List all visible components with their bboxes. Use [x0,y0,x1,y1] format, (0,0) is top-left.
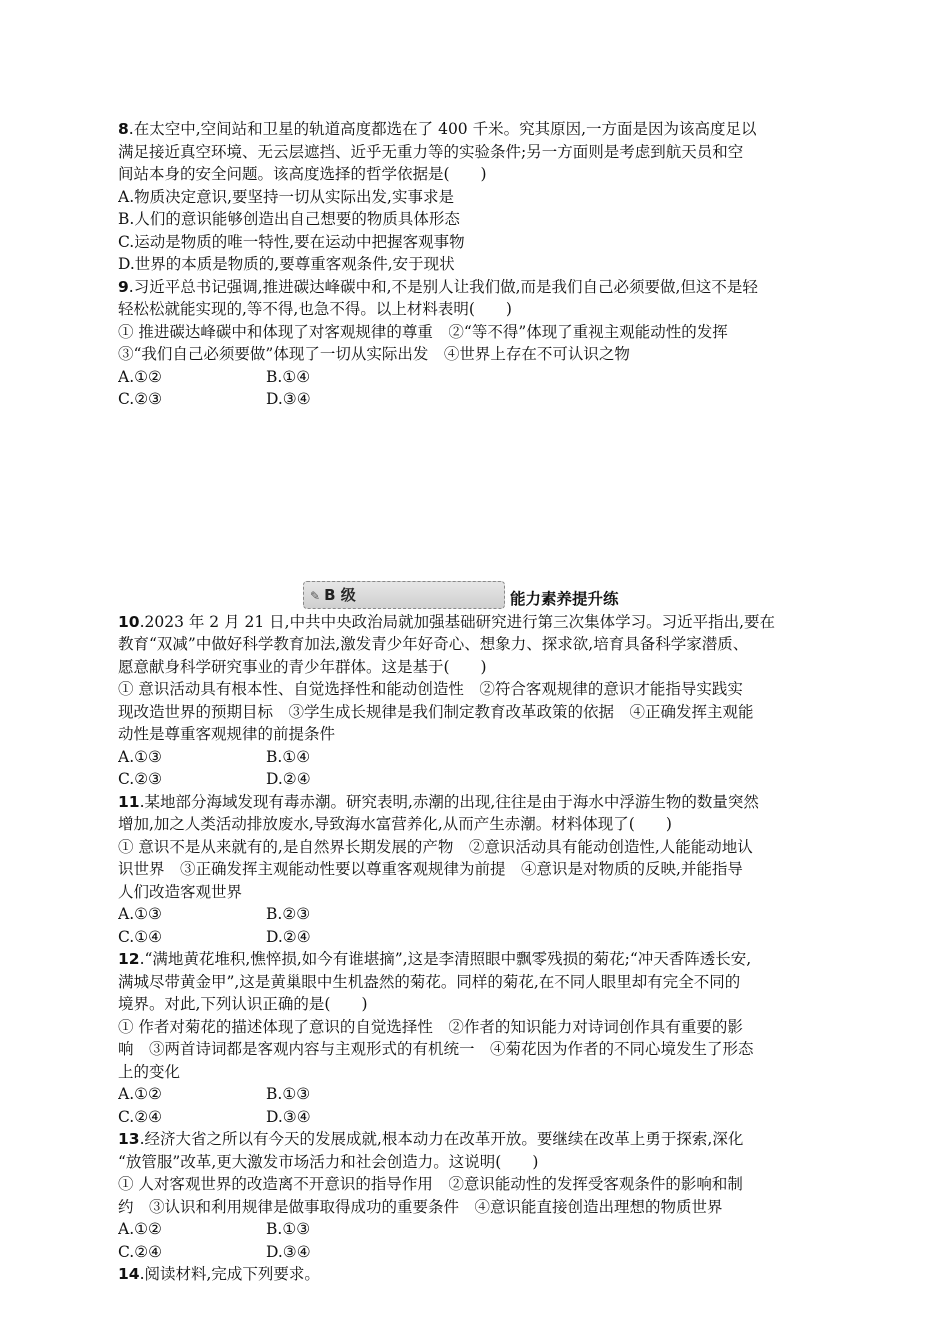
answer-option[interactable]: D.②④ [266,927,311,946]
question-text-line: 增加,加之人类活动排放废水,导致海水富营养化,从而产生赤潮。材料体现了( ) [118,815,672,833]
answer-options-row [118,388,834,411]
level-tag-label: B 级 [324,585,356,604]
level-title: 能力素养提升练 [510,589,619,608]
question-number: 10 [118,612,140,631]
answer-option[interactable]: A.①③ [118,905,162,923]
question-text-line: ① 推进碳达峰碳中和体现了对客观规律的尊重 ②“等不得”体现了重视主观能动性的发挥 [118,322,728,341]
answer-option[interactable]: A.物质决定意识,要坚持一切从实际出发,实事求是 [118,187,454,206]
question-9 [118,276,834,411]
question-text-line: 12.“满地黄花堆积,憔悴损,如今有谁堪摘”,这是李清照眼中飘零残损的菊花;“冲天香阵透长安, [118,950,752,968]
question-13 [118,1128,834,1263]
answer-option[interactable]: D.③④ [266,1242,311,1261]
answer-option[interactable]: B.②③ [266,905,311,923]
answer-option[interactable]: C.①④ [118,927,163,946]
document-page [118,118,834,1286]
question-text-line: 响 ③两首诗词都是客观内容与主观形式的有机统一 ④菊花因为作者的不同心境发生了形态 [118,1040,754,1058]
question-text-line: 11.某地部分海域发现有毒赤潮。研究表明,赤潮的出现,往往是由于海水中浮游生物的数量突然 [118,792,759,811]
answer-option[interactable]: D.③④ [266,390,311,408]
question-text-line: ① 作者对菊花的描述体现了意识的自觉选择性 ②作者的知识能力对诗词创作具有重要的影 [118,1017,743,1036]
answer-option[interactable]: B.①④ [266,747,311,766]
answer-option[interactable]: C.②③ [118,770,163,788]
answer-option[interactable]: A.①② [118,1220,162,1238]
answer-option[interactable]: B.①③ [266,1220,311,1238]
question-text-line: 10.2023 年 2 月 21 日,中共中央政治局就加强基础研究进行第三次集体学习。习近平指出,要在 [118,612,776,631]
question-text-line: 愿意献身科学研究事业的青少年群体。这是基于( ) [118,657,487,676]
question-text-line: 现改造世界的预期目标 ③学生成长规律是我们制定教育改革政策的依据 ④正确发挥主观能 [118,702,754,721]
answer-options-row [118,1083,834,1106]
answer-options-row [118,1106,834,1129]
question-text-line: 间站本身的安全问题。该高度选择的哲学依据是( ) [118,165,487,183]
question-text-line: 教育“双减”中做好科学教育加法,激发青少年好奇心、想象力、探求欲,培育具备科学家潜质、 [118,635,749,653]
answer-options-row [118,1241,834,1264]
question-text-line: ① 意识不是从来就有的,是自然界长期发展的产物 ②意识活动具有能动创造性,人能能动地认 [118,837,753,856]
answer-option[interactable]: D.世界的本质是物质的,要尊重客观条件,安于现状 [118,255,455,273]
question-text-line: “放管服”改革,更大激发市场活力和社会创造力。这说明( ) [118,1152,539,1171]
answer-options-row [118,1218,834,1241]
answer-option[interactable]: B.①④ [266,367,311,386]
answer-option[interactable]: C.②④ [118,1107,163,1126]
answer-options-row [118,768,834,791]
question-text-line: 动性是尊重客观规律的前提条件 [118,725,336,743]
question-12 [118,948,834,1128]
question-14 [118,1263,834,1286]
answer-options-row [118,366,834,389]
answer-option[interactable]: C.②④ [118,1242,163,1261]
answer-options-row [118,926,834,949]
question-number: 13 [118,1130,140,1148]
question-text-line: ③“我们自己必须要做”体现了一切从实际出发 ④世界上存在不可认识之物 [118,345,630,363]
question-number: 11 [118,792,140,811]
question-text-line: 轻松松就能实现的,等不得,也急不得。以上材料表明( ) [118,300,512,318]
question-text-line: 满足接近真空环境、无云层遮挡、近乎无重力等的实验条件;另一方面则是考虑到航天员和空 [118,142,744,161]
blank-space [118,411,834,581]
question-number: 14 [118,1265,140,1283]
answer-option[interactable]: B.①③ [266,1085,311,1103]
question-text-line: ① 意识活动具有根本性、自觉选择性和能动创造性 ②符合客观规律的意识才能指导实践实 [118,680,743,698]
question-10 [118,611,834,791]
question-number: 8 [118,120,129,138]
answer-option[interactable]: C.运动是物质的唯一特性,要在运动中把握客观事物 [118,232,465,251]
question-text-line: 境界。对此,下列认识正确的是( ) [118,995,368,1013]
answer-option[interactable]: C.②③ [118,390,163,408]
answer-option[interactable]: D.②④ [266,770,311,788]
question-text-line: 14.阅读材料,完成下列要求。 [118,1265,320,1283]
answer-options-row [118,746,834,769]
level-section-header [118,581,834,611]
level-tag [303,581,505,609]
question-text-line: ① 人对客观世界的改造离不开意识的指导作用 ②意识能动性的发挥受客观条件的影响和制 [118,1175,743,1193]
answer-option[interactable]: A.①② [118,367,162,386]
answer-option[interactable]: D.③④ [266,1107,311,1126]
answer-options-row [118,903,834,926]
pencil-icon: ✎ [310,588,321,603]
question-text-line: 满城尽带黄金甲”,这是黄巢眼中生机盎然的菊花。同样的菊花,在不同人眼里却有完全不同的 [118,972,741,991]
question-text-line: 约 ③认识和利用规律是做事取得成功的重要条件 ④意识能直接创造出理想的物质世界 [118,1197,723,1216]
question-text-line: 13.经济大省之所以有今天的发展成就,根本动力在改革开放。要继续在改革上勇于探索,深化 [118,1130,744,1148]
question-text-line: 9.习近平总书记强调,推进碳达峰碳中和,不是别人让我们做,而是我们自己必须要做,但这不是轻 [118,277,758,296]
question-number: 9 [118,277,129,296]
question-8 [118,118,834,276]
question-text-line: 8.在太空中,空间站和卫星的轨道高度都选在了 400 千米。究其原因,一方面是因为该高度足以 [118,120,757,138]
question-11 [118,791,834,949]
question-text-line: 人们改造客观世界 [118,882,243,901]
answer-option[interactable]: A.①③ [118,747,162,766]
answer-option[interactable]: A.①② [118,1085,162,1103]
question-text-line: 识世界 ③正确发挥主观能动性要以尊重客观规律为前提 ④意识是对物质的反映,并能指导 [118,860,743,878]
question-number: 12 [118,950,140,968]
answer-option[interactable]: B.人们的意识能够创造出自己想要的物质具体形态 [118,210,460,228]
question-text-line: 上的变化 [118,1062,181,1081]
